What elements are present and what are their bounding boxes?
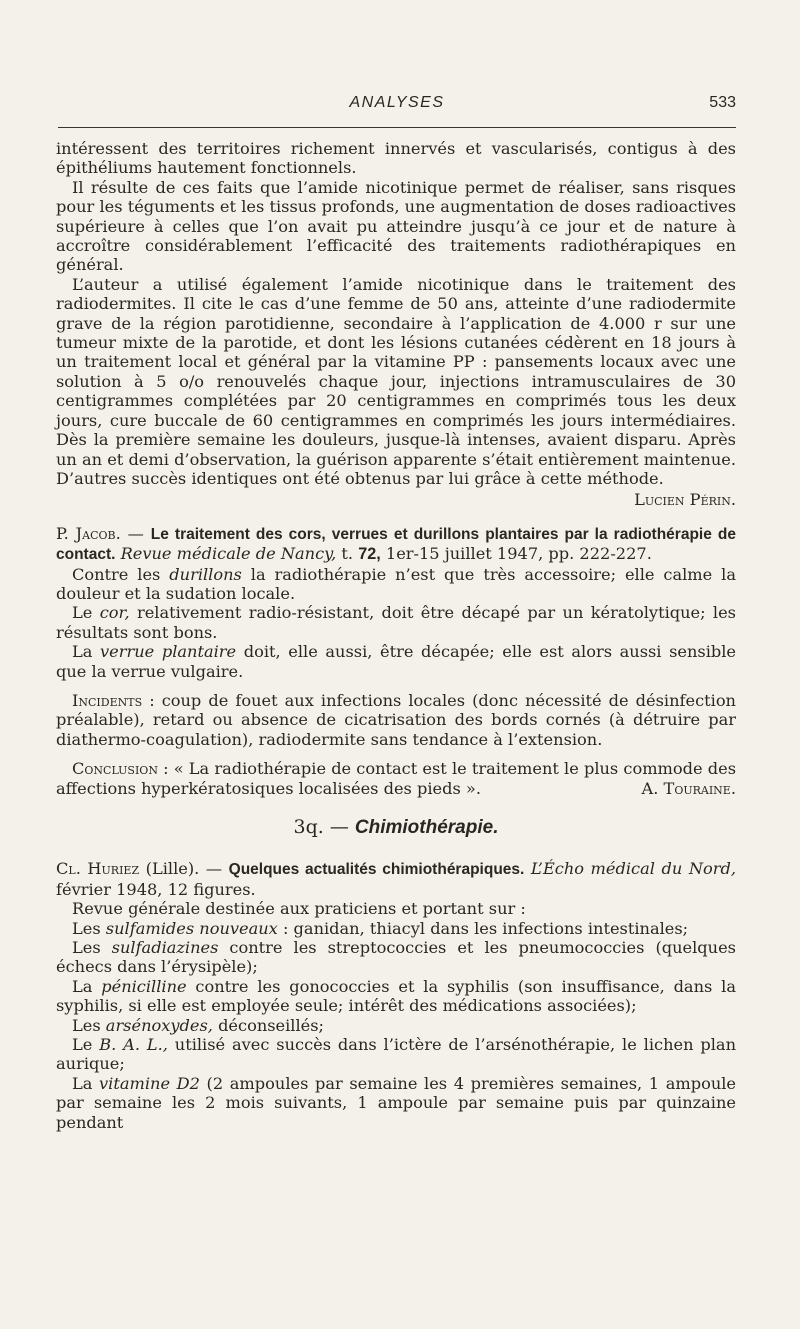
article3-intro: Revue générale destinée aux praticiens et portant sur :	[72, 899, 526, 919]
article2-signature: A. Touraine.	[641, 778, 736, 798]
text-run: utilisé avec succès dans l’ictère de l’arsénothérapie, le lichen plan aurique;	[56, 1035, 736, 1074]
text-run: La	[72, 1073, 100, 1093]
italic-term: sulfamides nouveaux	[105, 918, 278, 938]
article3-item-arsenoxydes	[56, 1016, 736, 1035]
section-number: 3q.	[293, 816, 324, 838]
page-body	[56, 139, 736, 1132]
text-run: La	[72, 642, 101, 662]
article2-dash: —	[120, 523, 151, 543]
italic-term: durillons	[169, 564, 242, 584]
article2-author: P. Jacob.	[56, 523, 121, 543]
page-number: 533	[709, 94, 736, 111]
article2-vol-prefix: t.	[336, 544, 359, 564]
article2-paragraph-incidents	[56, 691, 736, 749]
italic-term: cor,	[99, 603, 130, 623]
text-run: contre les streptococcies et les pneumococcies (quelques échecs dans l’érysipèle);	[56, 938, 736, 977]
page-header	[58, 92, 736, 118]
article3-date: février 1948, 12 figures.	[56, 879, 256, 899]
text-run: Contre les	[72, 564, 170, 584]
article2-paragraph-cor	[56, 603, 736, 642]
italic-term: sulfadiazines	[111, 938, 219, 958]
text-run: déconseillés;	[212, 1015, 325, 1035]
text-run: la radiothérapie n’est que très accessoire; elle calme la douleur et la sudation locale.	[56, 564, 736, 603]
text-run: doit, elle aussi, être décapée; elle est alors aussi sensible que la verrue vulgaire.	[56, 642, 737, 681]
italic-term: pénicilline	[101, 976, 187, 996]
article3-item-sulfadiazines	[56, 938, 736, 977]
text-run: Les	[72, 1015, 106, 1035]
text-run: (2 ampoules par semaine les 4 premières semaines, 1 ampoule par semaine les 2 mois suivants, 1 ampoule par semaine puis par quinzaine pendant	[56, 1073, 737, 1132]
text-run: contre les gonococcies et la syphilis (son insuffisance, dans la syphilis, si elle est employée seule; intérêt des médications associées);	[56, 976, 736, 1016]
article1-paragraph-1: intéressent des territoires richement innervés et vascularisés, contigus à des épithéliums hautement fonctionnels.	[56, 139, 736, 178]
article3-item-bal	[56, 1035, 736, 1074]
conclusion-label: Conclusion	[72, 759, 158, 779]
text-run: Le	[72, 1035, 100, 1055]
article2-paragraph-conclusion	[56, 759, 736, 798]
text-run: Le	[72, 603, 100, 623]
article1-signature: Lucien Périn.	[634, 490, 736, 510]
text-run: : « La radiothérapie de contact est le traitement le plus commode des affections hyperkératosiques localisées des pieds ».	[56, 759, 736, 798]
text-run: La	[72, 976, 102, 996]
section-title: Chimiothérapie.	[354, 817, 499, 838]
italic-term: B. A. L.,	[99, 1035, 168, 1055]
article1-paragraph-2: Il résulte de ces faits que l’amide nicotinique permet de réaliser, sans risques pour les téguments et les tissus profonds, une augmentation de doses radioactives supérieure à celles que l’on avait pu atteindre jusqu’à ce jour et de nature à accroître considérablement l’efficacité des traitements radiothérapiques en général.	[56, 177, 736, 275]
section-heading	[56, 818, 736, 837]
article2-reference	[56, 524, 736, 565]
article2-journal: Revue médicale de Nancy,	[120, 544, 337, 564]
text-run: : coup de fouet aux infections locales (donc nécessité de désinfection préalable), retard ou absence de cicatrisation des bords cornés (à détruire par diathermo-coagulation), radiodermite sans tendance à l’extension.	[56, 690, 736, 749]
text-run: relativement radio-résistant, doit être décapé par un kératolytique; les résultats sont bons.	[56, 603, 736, 642]
article3-city: (Lille).	[139, 859, 200, 879]
article3-item-vitamine-d2	[56, 1074, 736, 1132]
article2-date: 1er-15 juillet 1947, pp. 222-227.	[380, 544, 652, 564]
article3-title: Quelques actualités chimiothérapiques.	[228, 861, 525, 879]
incidents-label: Incidents	[72, 690, 143, 710]
text-run: Les	[72, 938, 112, 958]
section-dash: —	[323, 816, 355, 838]
article3-dash: —	[199, 859, 229, 879]
article2-volume: 72,	[358, 545, 381, 564]
article3-item-penicilline	[56, 977, 736, 1016]
article3-journal: L’Écho médical du Nord,	[524, 859, 737, 879]
article2-title: Le traitement des cors, verrues et durillons plantaires par la radiothérapie de contact.	[56, 525, 737, 564]
italic-term: arsénoxydes,	[105, 1015, 213, 1035]
italic-term: vitamine D2	[99, 1073, 200, 1093]
italic-term: verrue plantaire	[100, 642, 237, 662]
article2-paragraph-verrue	[56, 642, 736, 681]
article2-paragraph-durillons	[56, 565, 736, 604]
article3-reference	[56, 859, 736, 899]
article3-item-sulfamides	[56, 919, 736, 938]
header-rule	[58, 127, 736, 128]
article1-paragraph-3: L’auteur a utilisé également l’amide nicotinique dans le traitement des radiodermites. Il cite le cas d’une femme de 50 ans, atteinte d’une radiodermite grave de la région parotidienne, secondaire à l’application de 4.000 r sur une tumeur mixte de la parotide, et dont les lésions cutanées cédèrent en 18 jours à un traitement local et général par la vitamine PP : pansements locaux avec une solution à 5 o/o renouvelés chaque jour, injections intramusculaires de 30 centigrammes complétées par 20 centigrammes en comprimés tous les deux jours, cure buccale de 60 centigrammes en comprimés les jours intermédiaires. Dès la première semaine les douleurs, jusque-là intenses, avaient disparu. Après un an et demi d’observation, la guérison apparente s’était entièrement maintenue. D’autres succès identiques ont été obtenus par lui grâce à cette méthode.	[56, 274, 736, 488]
text-run: Les	[72, 918, 106, 938]
article3-author: Cl. Huriez	[56, 859, 140, 879]
running-title: ANALYSES	[349, 94, 445, 111]
text-run: : ganidan, thiacyl dans les infections intestinales;	[277, 918, 689, 938]
